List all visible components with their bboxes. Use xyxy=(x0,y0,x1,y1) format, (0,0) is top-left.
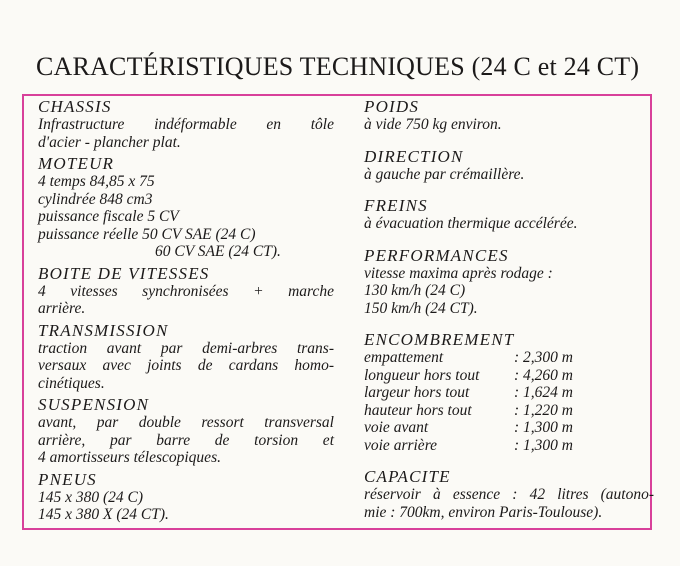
section-freins xyxy=(364,197,654,233)
dimension-label: voie arrière xyxy=(364,436,438,454)
section-line: cinétiques. xyxy=(38,374,105,392)
spec-frame xyxy=(22,94,652,530)
section-line: arrière. xyxy=(38,300,86,317)
section-line: à gauche par crémaillère. xyxy=(364,165,525,183)
section-poids xyxy=(364,98,654,134)
section-heading: BOITE DE VITESSES xyxy=(38,263,210,283)
section-chassis xyxy=(38,98,334,151)
section-line: Infrastructure indéformable en tôle xyxy=(38,116,334,133)
page-title: CARACTÉRISTIQUES TECHNIQUES (24 C et 24 CT) xyxy=(36,52,640,81)
section-heading: ENCOMBREMENT xyxy=(364,330,515,349)
section-line: 150 km/h (24 CT). xyxy=(364,299,478,317)
section-heading: FREINS xyxy=(364,196,428,215)
section-line: 4 temps 84,85 x 75 xyxy=(38,173,155,190)
section-heading: TRANSMISSION xyxy=(38,320,169,340)
section-line: 4 amortisseurs télescopiques. xyxy=(38,449,221,466)
section-heading: PERFORMANCES xyxy=(364,245,509,265)
dimension-label: largeur hors tout xyxy=(364,384,470,401)
dimension-label: hauteur hors tout xyxy=(364,401,472,419)
dimension-label: voie avant xyxy=(364,419,429,436)
section-transmission xyxy=(38,322,334,393)
dimension-row xyxy=(364,402,654,420)
dimension-value: : 1,624 m xyxy=(514,384,573,401)
left-column xyxy=(38,98,334,524)
dimension-row xyxy=(364,349,654,367)
section-line: puissance réelle 50 CV SAE (24 C) xyxy=(38,225,256,243)
section-heading: POIDS xyxy=(364,97,420,116)
dimension-label: longueur hors tout xyxy=(364,366,480,384)
dimension-row xyxy=(364,437,654,455)
section-line: réservoir à essence : 42 litres (autono- xyxy=(364,486,654,503)
section-heading: PNEUS xyxy=(38,469,97,489)
section-line: à évacuation thermique accélérée. xyxy=(364,215,578,232)
dimension-value: : 1,220 m xyxy=(514,401,573,419)
section-line: d'acier - plancher plat. xyxy=(38,133,181,151)
section-line: traction avant par demi-arbres trans- xyxy=(38,339,334,357)
section-heading: CAPACITE xyxy=(364,467,451,486)
section-heading: SUSPENSION xyxy=(38,395,150,414)
dimension-label: empattement xyxy=(364,349,444,366)
section-performances xyxy=(364,247,654,318)
section-encombrement xyxy=(364,331,654,454)
dimension-value: : 1,300 m xyxy=(514,419,573,436)
dimension-value: : 1,300 m xyxy=(514,436,573,454)
section-line: 130 km/h (24 C) xyxy=(364,282,466,299)
section-pneus xyxy=(38,471,334,524)
section-heading: DIRECTION xyxy=(364,146,464,166)
dimension-row xyxy=(364,419,654,437)
section-line: 145 x 380 (24 C) xyxy=(38,488,144,506)
section-line: 60 CV SAE (24 CT). xyxy=(155,243,281,260)
section-line: 145 x 380 X (24 CT). xyxy=(38,506,169,523)
section-line: 4 vitesses synchronisées + marche xyxy=(38,282,334,300)
right-column xyxy=(364,98,654,521)
dimension-row xyxy=(364,367,654,385)
section-line: arrière, par barre de torsion et xyxy=(38,431,334,449)
dimension-value: : 2,300 m xyxy=(514,349,573,366)
section-line: à vide 750 kg environ. xyxy=(364,116,502,133)
section-heading: MOTEUR xyxy=(38,154,115,173)
section-heading: CHASSIS xyxy=(38,97,112,116)
section-line: versaux avec joints de cardans homo- xyxy=(38,357,334,374)
section-line: puissance fiscale 5 CV xyxy=(38,208,179,225)
section-capacite xyxy=(364,468,654,521)
section-suspension xyxy=(38,396,334,467)
section-line: vitesse maxima après rodage : xyxy=(364,264,553,282)
section-moteur xyxy=(38,155,334,261)
section-line: mie : 700km, environ Paris-Toulouse). xyxy=(364,503,603,521)
section-line: cylindrée 848 cm3 xyxy=(38,190,153,208)
dimension-row xyxy=(364,384,654,402)
section-line: avant, par double ressort transversal xyxy=(38,414,334,431)
dimension-value: : 4,260 m xyxy=(514,366,573,384)
section-boite xyxy=(38,265,334,318)
section-direction xyxy=(364,148,654,184)
